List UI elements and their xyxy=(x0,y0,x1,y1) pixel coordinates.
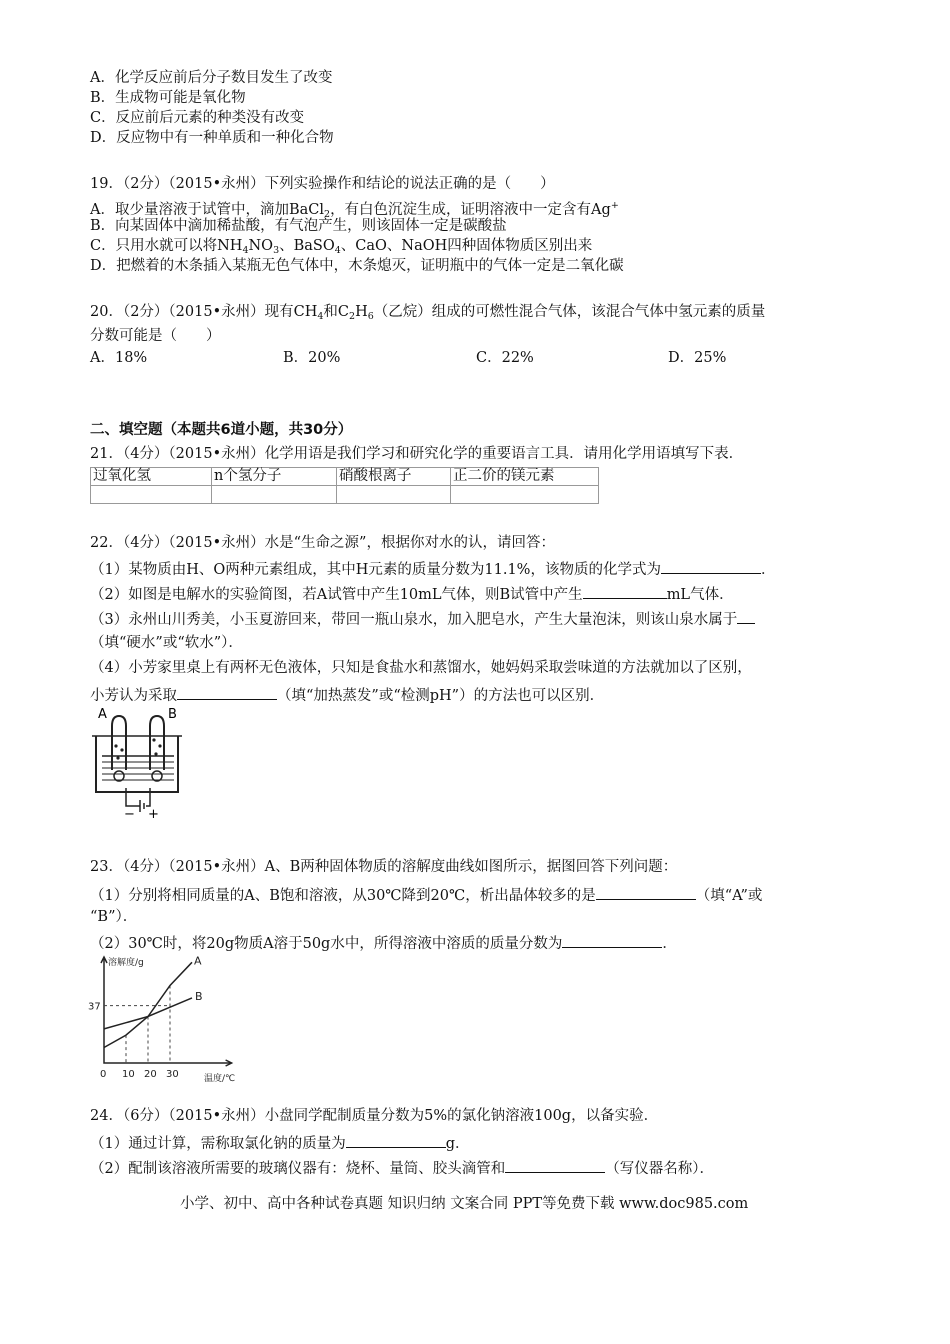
q19-a-sup: + xyxy=(610,200,619,211)
q20-s3: H xyxy=(355,304,368,320)
q24-p1-blank[interactable] xyxy=(346,1132,446,1148)
x-axis-label: 温度/℃ xyxy=(204,1074,236,1083)
q22-stem: 22．（4分）（2015•永州）水是“生命之源”，根据你对水的认，请回答： xyxy=(90,535,555,551)
q24-p1-end: g． xyxy=(445,1136,470,1152)
fig-label-minus: − xyxy=(124,807,135,822)
q20-s1: 20．（2分）（2015•永州）现有CH xyxy=(90,304,318,320)
x-tick-label: 20 xyxy=(144,1069,157,1080)
q21-header-row xyxy=(91,468,599,486)
q21-header-cell: 硝酸根离子 xyxy=(337,468,451,486)
q20-option-d: D．25% xyxy=(668,350,727,366)
q24-part1 xyxy=(90,1132,470,1154)
q22-part4: （4）小芳家里桌上有两杯无色液体，只知是食盐水和蒸馏水，她妈妈采取尝味道的方法就加以了区别， xyxy=(90,660,752,676)
q22-part2 xyxy=(90,583,734,605)
section-heading: 二、填空题（本题共6道小题，共30分） xyxy=(90,422,353,438)
q21-header-cell: n个氢分子 xyxy=(212,468,337,486)
q23-p2-text: （2）30℃时，将20g物质A溶于50g水中，所得溶液中溶质的质量分数为 xyxy=(90,936,563,952)
fig-label-plus: + xyxy=(148,807,159,822)
q22-part4-line2 xyxy=(90,684,604,706)
q23-p1-text: （1）分别将相同质量的A、B饱和溶液，从30℃降到20℃，析出晶体较多的是 xyxy=(90,888,596,904)
q21-header-cell: 正二价的镁元素 xyxy=(451,468,599,486)
fig-label-b: B xyxy=(168,707,177,722)
q22-part1 xyxy=(90,558,775,580)
q20-s3-sub: 6 xyxy=(367,311,374,322)
q20-s2: 和C xyxy=(323,304,350,320)
q22-p4-text: 小芳认为采取 xyxy=(90,688,177,704)
series-label-a: A xyxy=(194,954,202,968)
q24-stem: 24．（6分）（2015•永州）小盘同学配制质量分数为5%的氯化钠溶液100g，以备实验． xyxy=(90,1108,659,1124)
q20-s4: （乙烷）组成的可燃性混合气体，该混合气体中氢元素的质量 xyxy=(373,304,766,320)
q19-a-rest: ，有白色沉淀生成，证明溶液中一定含有Ag xyxy=(330,202,611,218)
x-tick-label: 30 xyxy=(166,1069,179,1080)
q23-p1-end: （填“A”或 xyxy=(695,888,763,904)
q21-stem: 21．（4分）（2015•永州）化学用语是我们学习和研究化学的重要语言工具．请用化学用语填写下表． xyxy=(90,446,744,462)
q22-p3-blank[interactable] xyxy=(737,608,755,624)
q21-answer-row xyxy=(91,486,599,504)
solubility-chart xyxy=(86,953,258,1083)
q20-option-b: B．20% xyxy=(283,350,341,366)
q23-part2 xyxy=(90,932,677,954)
q19-c-sub3: 4 xyxy=(334,245,341,256)
q22-part3-line2: （填“硬水”或“软水”）． xyxy=(90,635,243,651)
q19-a-text: A．取少量溶液于试管中，滴加BaCl xyxy=(90,202,325,218)
q23-stem: 23．（4分）（2015•永州）A、B两种固体物质的溶解度曲线如图所示，据图回答下列问题： xyxy=(90,859,678,875)
q21-answer-cell[interactable] xyxy=(451,486,599,504)
q22-p1-text: （1）某物质由H、O两种元素组成，其中H元素的质量分数为11.1%，该物质的化学式为 xyxy=(90,562,661,578)
q19-c-text2: NO xyxy=(248,238,274,254)
page-footer: 小学、初中、高中各种试卷真题 知识归纳 文案合同 PPT等免费下载 www.doc985.com xyxy=(180,1196,749,1212)
q24-p1-text: （1）通过计算，需称取氯化钠的质量为 xyxy=(90,1136,346,1152)
q24-p2-text: （2）配制该溶液所需要的玻璃仪器有：烧杯、量筒、胶头滴管和 xyxy=(90,1161,506,1177)
q21-answer-cell[interactable] xyxy=(212,486,337,504)
q18-option-d: D．反应物中有一种单质和一种化合物 xyxy=(90,130,334,146)
y-tick-label: 37 xyxy=(88,1001,101,1013)
q18-option-a: A．化学反应前后分子数目发生了改变 xyxy=(90,70,333,86)
q24-p2-blank[interactable] xyxy=(505,1157,605,1173)
q19-c-sub2: 3 xyxy=(273,245,280,256)
q19-stem: 19．（2分）（2015•永州）下列实验操作和结论的说法正确的是（ ） xyxy=(90,176,555,192)
q22-p4-blank[interactable] xyxy=(177,684,277,700)
q19-a-sub: 2 xyxy=(324,209,331,220)
q19-c-sub1: 4 xyxy=(242,245,249,256)
q19-c-text3: 、BaSO xyxy=(279,238,335,254)
q20-option-c: C．22% xyxy=(476,350,534,366)
q22-p2-end: mL气体． xyxy=(666,587,734,603)
q20-s2-sub: 2 xyxy=(349,311,356,322)
q19-option-d: D．把燃着的木条插入某瓶无色气体中，木条熄灭，证明瓶中的气体一定是二氧化碳 xyxy=(90,258,624,274)
q23-p1-blank[interactable] xyxy=(596,884,696,900)
q24-p2-end: （写仪器名称）． xyxy=(605,1161,714,1177)
q23-p2-blank[interactable] xyxy=(562,932,662,948)
q21-header-cell: 过氧化氢 xyxy=(91,468,212,486)
q20-s1-sub: 4 xyxy=(317,311,324,322)
q19-c-text1: C．只用水就可以将NH xyxy=(90,238,243,254)
q18-option-b: B．生成物可能是氧化物 xyxy=(90,90,246,106)
q23-p2-end: ． xyxy=(662,936,677,952)
q23-part1 xyxy=(90,884,762,906)
q20-option-a: A．18% xyxy=(90,350,148,366)
q19-option-b: B．向某固体中滴加稀盐酸，有气泡产生，则该固体一定是碳酸盐 xyxy=(90,218,507,234)
q22-part3 xyxy=(90,608,755,630)
q20-stem-line2: 分数可能是（ ） xyxy=(90,328,221,344)
chart-axes xyxy=(104,959,232,1063)
series-label-b: B xyxy=(195,989,203,1003)
fig-label-a: A xyxy=(98,707,107,722)
q20-stem xyxy=(90,302,765,327)
q23-part1-line2: “B”）． xyxy=(90,909,138,925)
q19-c-text4: 、CaO、NaOH四种固体物质区别出来 xyxy=(340,238,593,254)
y-axis-label: 溶解度/g xyxy=(108,958,144,968)
q22-p4-end: （填“加热蒸发”或“检测pH”）的方法也可以区别． xyxy=(277,688,605,704)
q21-answer-cell[interactable] xyxy=(337,486,451,504)
q22-p1-end: ． xyxy=(760,562,776,578)
q22-p2-blank[interactable] xyxy=(583,583,667,599)
x-tick-label: 10 xyxy=(122,1069,135,1080)
q22-p1-blank[interactable] xyxy=(661,558,761,574)
electrolysis-figure xyxy=(88,706,188,824)
q24-part2 xyxy=(90,1157,714,1179)
q18-option-c: C．反应前后元素的种类没有改变 xyxy=(90,110,305,126)
q21-table xyxy=(90,467,599,504)
q21-answer-cell[interactable] xyxy=(91,486,212,504)
q22-p2-text: （2）如图是电解水的实验简图，若A试管中产生10mL气体，则B试管中产生 xyxy=(90,587,583,603)
q22-p3-text: （3）永州山川秀美，小玉夏游回来，带回一瓶山泉水，加入肥皂水，产生大量泡沫，则该山泉水属于 xyxy=(90,612,738,628)
x-tick-label: 0 xyxy=(100,1069,107,1080)
